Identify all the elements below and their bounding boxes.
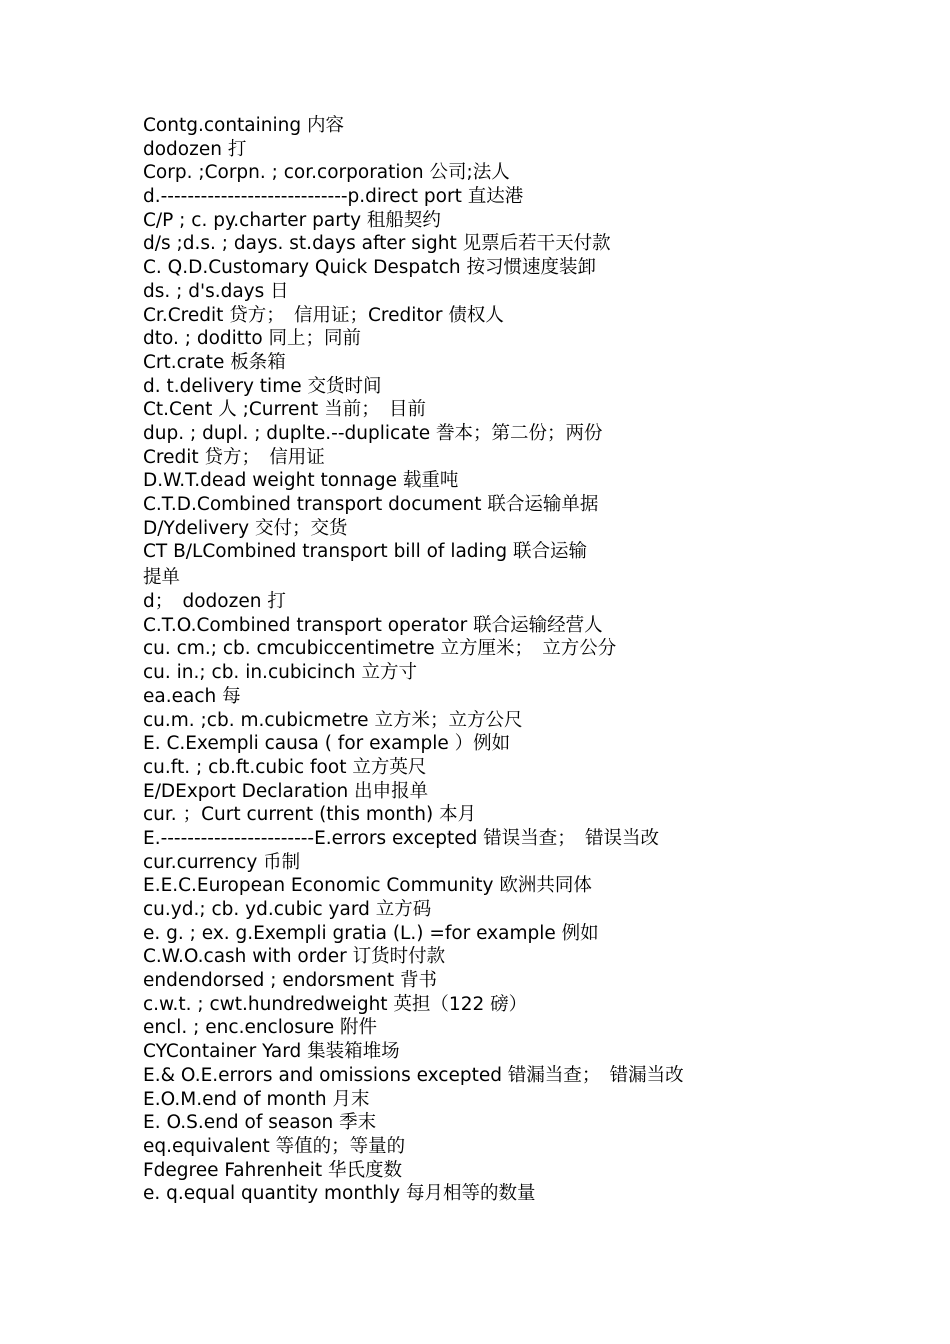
glossary-line: encl. ; enc.enclosure 附件 xyxy=(143,1017,378,1039)
glossary-line: E/DExport Declaration 出申报单 xyxy=(143,780,429,802)
glossary-line: cu.m. ;cb. m.cubicmetre 立方米；立方公尺 xyxy=(143,709,523,731)
glossary-line: E.E.C.European Economic Community 欧洲共同体 xyxy=(143,875,592,897)
glossary-line: C/P ; c. py.charter party 租船契约 xyxy=(143,209,441,231)
glossary-line: cu. in.; cb. in.cubicinch 立方寸 xyxy=(143,662,418,684)
glossary-line: ds. ; d's.days 日 xyxy=(143,280,289,302)
glossary-line: d. t.delivery time 交货时间 xyxy=(143,375,382,397)
glossary-line: E. O.S.end of season 季末 xyxy=(143,1112,377,1134)
glossary-line: CT B/LCombined transport bill of lading 联合运输 xyxy=(143,541,588,563)
glossary-line: C.T.D.Combined transport document 联合运输单据 xyxy=(143,494,599,515)
glossary-line: cu.yd.; cb. yd.cubic yard 立方码 xyxy=(143,899,432,920)
glossary-line: Cr.Credit 贷方； 信用证；Creditor 债权人 xyxy=(143,304,504,326)
glossary-line: e. g. ; ex. g.Exempli gratia (L.) =for example 例如 xyxy=(143,922,599,944)
glossary-line: C.W.O.cash with order 订货时付款 xyxy=(143,946,446,968)
glossary-line: E. C.Exempli causa ( for example ）例如 xyxy=(143,733,511,755)
glossary-line: D.W.T.dead weight tonnage 载重吨 xyxy=(143,470,459,492)
glossary-line: d； dodozen 打 xyxy=(143,591,286,613)
glossary-line: E.O.M.end of month 月末 xyxy=(143,1088,370,1110)
glossary-line: Fdegree Fahrenheit 华氏度数 xyxy=(143,1159,403,1181)
glossary-line: Credit 贷方； 信用证 xyxy=(143,446,325,468)
glossary-line: 提单 xyxy=(143,567,181,589)
glossary-line: C.T.O.Combined transport operator 联合运输经营人 xyxy=(143,614,603,636)
glossary-line: endendorsed ; endorsment 背书 xyxy=(143,970,438,992)
glossary-line: Corp. ;Corpn. ; cor.corporation 公司;法人 xyxy=(143,162,510,184)
glossary-line: dup. ; dupl. ; duplte.--duplicate 誊本；第二份；两份 xyxy=(143,422,603,444)
glossary-line: cu.ft. ; cb.ft.cubic foot 立方英尺 xyxy=(143,756,427,778)
glossary-line: eq.equivalent 等值的；等量的 xyxy=(143,1135,406,1157)
glossary-line: d.----------------------------p.direct port 直达港 xyxy=(143,186,524,208)
glossary-line: e. q.equal quantity monthly 每月相等的数量 xyxy=(143,1183,536,1205)
glossary-line: cur. ；Curt current (this month) 本月 xyxy=(143,804,477,826)
glossary-line: E.& O.E.errors and omissions excepted 错漏当查； 错漏当改 xyxy=(143,1064,684,1086)
glossary-line: CYContainer Yard 集装箱堆场 xyxy=(143,1041,400,1063)
glossary-line: ea.each 每 xyxy=(143,685,241,707)
glossary-line: Ct.Cent 人 ;Current 当前； 目前 xyxy=(143,399,426,421)
glossary-line: d/s ;d.s. ; days. st.days after sight 见票后若干天付款 xyxy=(143,233,611,255)
glossary-line: dodozen 打 xyxy=(143,138,247,160)
glossary-line: C. Q.D.Customary Quick Despatch 按习惯速度装卸 xyxy=(143,257,596,279)
glossary-line: cur.currency 币制 xyxy=(143,851,301,873)
glossary-line: E.-----------------------E.errors excepted 错误当查； 错误当改 xyxy=(143,827,659,849)
glossary-line: dto. ; doditto 同上；同前 xyxy=(143,328,362,350)
glossary-line: Crt.crate 板条箱 xyxy=(143,351,286,373)
glossary-line: Contg.containing 内容 xyxy=(143,115,344,136)
glossary-line: D/Ydelivery 交付；交货 xyxy=(143,517,348,539)
glossary-line: c.w.t. ; cwt.hundredweight 英担（122 磅） xyxy=(143,993,528,1015)
glossary-line: cu. cm.; cb. cmcubiccentimetre 立方厘米； 立方公分 xyxy=(143,638,617,660)
glossary-text xyxy=(143,114,743,1206)
